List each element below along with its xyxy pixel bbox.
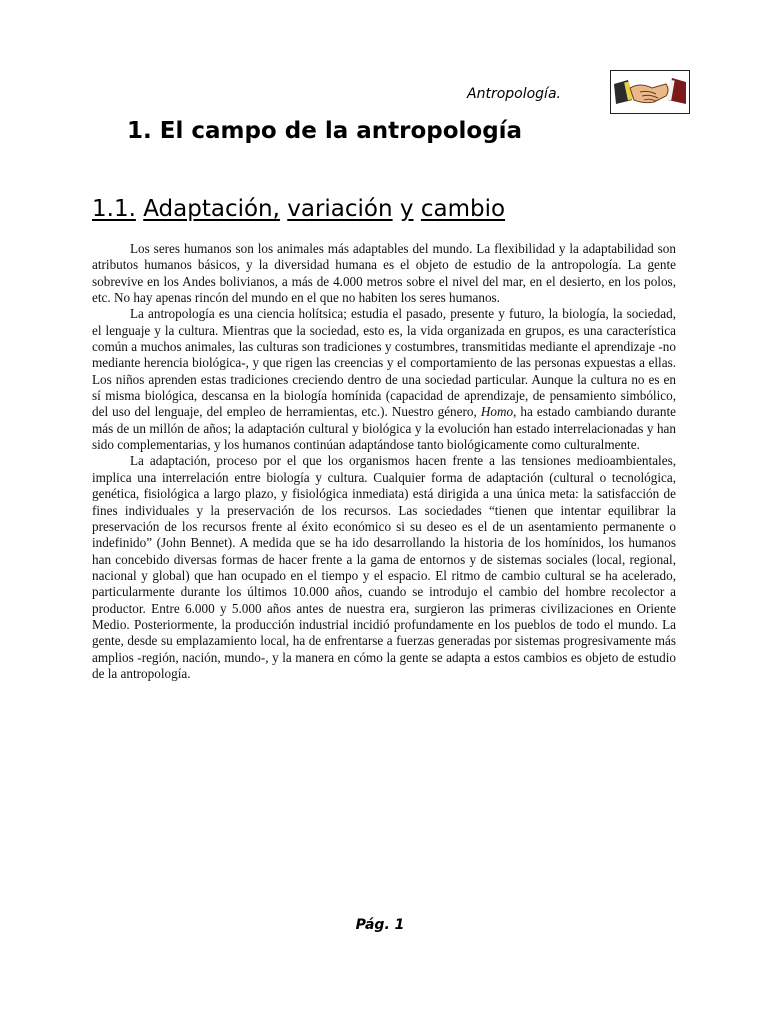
paragraph-text: , ha estado cambiando durante más de un millón de años; la adaptación cultural y biológica y la evolución han estado interrelacionadas y han sido complementarias, y los humanos continúan adaptándose tanto biológicamente como culturalmente.: [92, 404, 677, 453]
paragraph: [92, 306, 676, 453]
section-heading: [92, 196, 505, 222]
page-title: 1. El campo de la antropología: [127, 118, 523, 144]
section-word: cambio: [420, 196, 506, 222]
page-footer: [0, 917, 768, 933]
section-word: Adaptación,: [143, 196, 280, 222]
page-number: Pág. 1: [355, 917, 405, 933]
paragraph-text: La antropología es una ciencia holítsica; estudia el pasado, presente y futuro, la biología, la sociedad, el lenguaje y la cultura. Mientras que la sociedad, esto es, la vida organizada en grupos, es una característica común a muchos animales, las culturas son tradiciones y costumbres, transmitidas mediante el aprendizaje -no mediante herencia biológica-, y que rigen las creencias y el comportamiento de las personas expuestas a ellas. Los niños aprenden estas tradiciones creciendo dentro de una sociedad particular. Aunque la cultura no es en sí misma biológica, descansa en la biología homínida (capacidad de aprendizaje, de pensamiento simbólico, del uso del lenguaje, del empleo de herramientas, etc.). Nuestro género,: [92, 306, 676, 420]
running-header-title: Antropología.: [467, 86, 561, 102]
paragraph: La adaptación, proceso por el que los organismos hacen frente a las tensiones medioambientales, implica una interrelación entre biología y cultura. Cualquier forma de adaptación (cultural o tecnológica, genética, fisiológica a largo plazo, y fisiológica inmediata) está dirigida a una única meta: la satisfacción de fines individuales y la preservación de los recursos. Las sociedades “tienen que intentar equilibrar la preservación de los recursos frente al éxito económico si su deseo es el de un asentamiento permanente o indefinido” (John Bennet). A medida que se ha ido desarrollando la historia de los homínidos, los humanos han concebido diversas formas de hacer frente a la gama de entornos y de sistemas sociales (local, regional, nacional y global) que han ocupado en el tiempo y el espacio. El ritmo de cambio cultural se ha acelerado, particularmente durante los últimos 10.000 años, cuando se introdujo el cambio del hombre recolector a productor. Entre 6.000 y 5.000 años antes de nuestra era, surgieron las primeras civilizaciones en Oriente Medio. Posteriormente, la producción industrial incidió profundamente en los pueblos de todo el mundo. La gente, desde su emplazamiento local, ha de enfrentarse a fuerzas generadas por sistemas progresivamente más amplios -región, nación, mundo-, y la manera en cómo la gente se adapta a estos cambios es objeto de estudio de la antropología.: [92, 453, 676, 681]
body-text: [92, 241, 676, 682]
section-word: variación: [287, 196, 393, 222]
section-word: y: [399, 196, 414, 222]
paragraph: Los seres humanos son los animales más adaptables del mundo. La flexibilidad y la adaptabilidad son atributos humanos básicos, y la diversidad humana es el objeto de estudio de la antropología. La gente sobrevive en los Andes bolivianos, a más de 4.000 metros sobre el nivel del mar, en el desierto, en los polos, etc. No hay apenas rincón del mundo en el que no habiten los seres humanos.: [92, 241, 676, 306]
genus-name: Homo: [480, 404, 514, 420]
handshake-icon: [610, 70, 690, 114]
section-number: 1.1.: [92, 196, 136, 222]
